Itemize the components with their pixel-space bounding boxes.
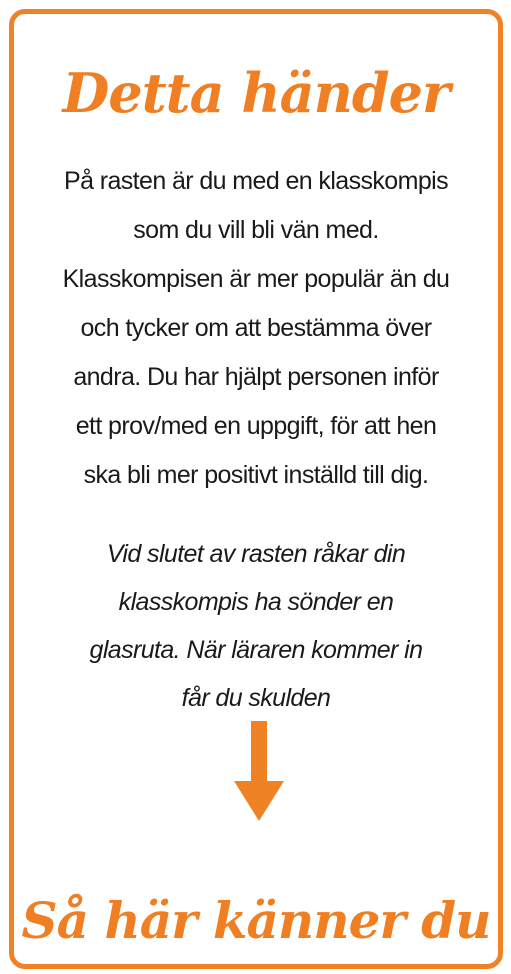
arrow-down-icon	[234, 721, 284, 821]
event-line: får du skulden	[181, 684, 331, 712]
feeling-heading: Så här känner du	[21, 891, 491, 950]
event-line: Vid slutet av rasten råkar din	[106, 540, 406, 568]
description-line: som du vill bli vän med.	[133, 216, 379, 244]
description-line: ett prov/med en uppgift, för att hen	[75, 412, 437, 440]
description-line: och tycker om att bestämma över	[80, 314, 432, 342]
scenario-event	[36, 530, 476, 722]
scenario-card	[9, 9, 503, 969]
event-line: glasruta. När läraren kommer in	[89, 636, 423, 664]
description-line: På rasten är du med en klasskompis	[64, 167, 448, 195]
event-line: klasskompis ha sönder en	[118, 588, 394, 616]
description-line: andra. Du har hjälpt personen inför	[73, 363, 439, 391]
description-line: Klasskompisen är mer populär än du	[62, 265, 450, 293]
card-title: Detta händer	[62, 61, 450, 125]
scenario-description	[36, 157, 476, 500]
description-line: ska bli mer positivt inställd till dig.	[83, 461, 429, 489]
